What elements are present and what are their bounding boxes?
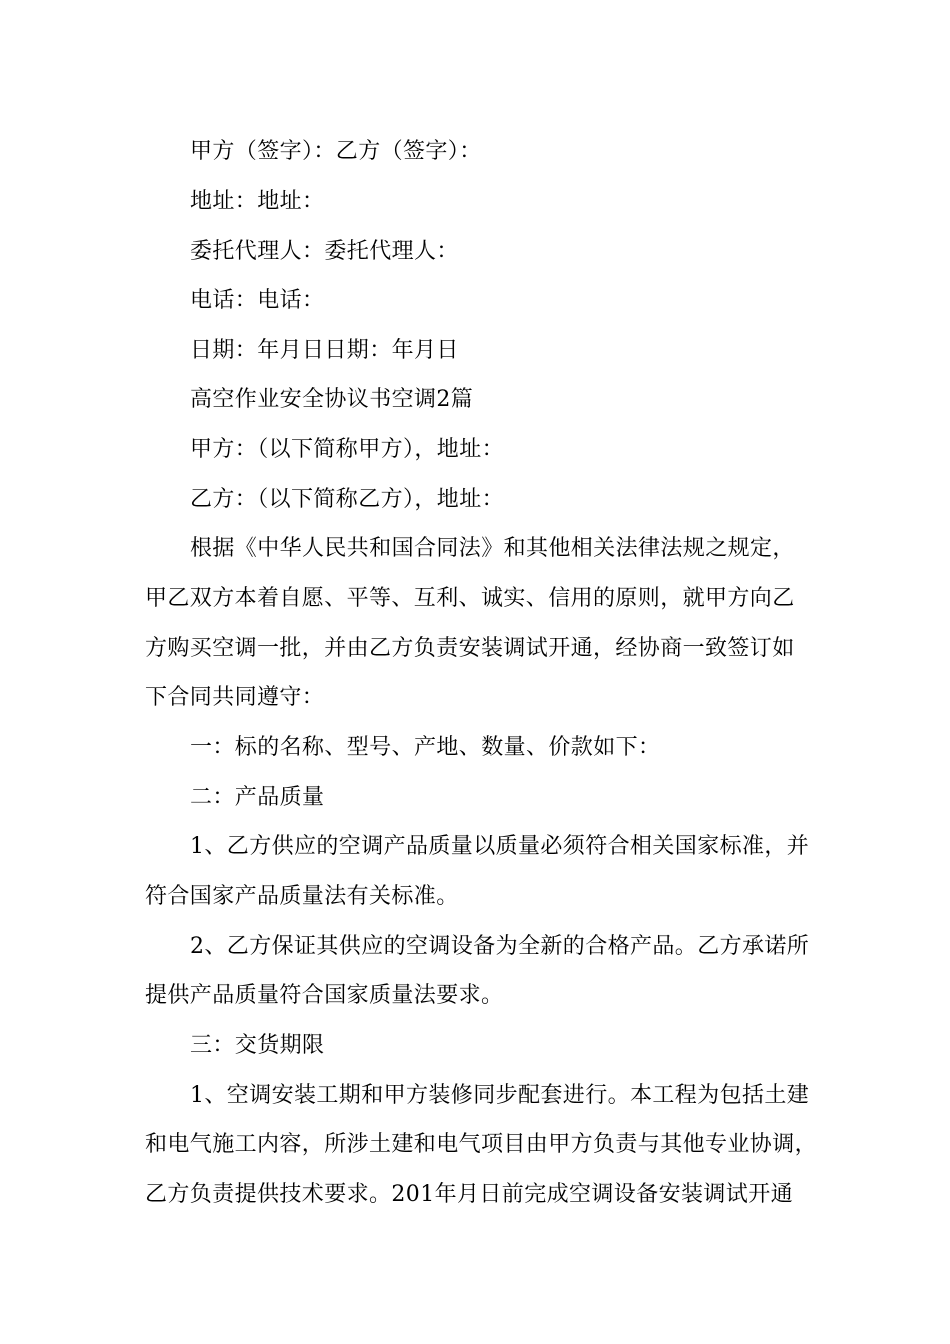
section-heading: 一：标的名称、型号、产地、数量、价款如下： (190, 735, 661, 760)
section-heading: 二：产品质量 (190, 785, 325, 810)
address-line: 地址：地址： (190, 189, 325, 214)
section-heading: 三：交货期限 (190, 1033, 325, 1058)
signature-line: 甲方（签字）：乙方（签字）： (190, 139, 482, 164)
document-title: 高空作业安全协议书空调2篇 (190, 387, 474, 412)
clause-line: 乙方负责提供技术要求。201年月日前完成空调设备安装调试开通 (145, 1182, 793, 1207)
date-line: 日期：年月日日期：年月日 (190, 338, 459, 363)
body-paragraph-line: 甲乙双方本着自愿、平等、互利、诚实、信用的原则，就甲方向乙 (145, 586, 795, 611)
clause-line: 1、空调安装工期和甲方装修同步配套进行。本工程为包括土建 (190, 1083, 810, 1108)
clause-line: 1、乙方供应的空调产品质量以质量必须符合相关国家标准，并 (190, 834, 810, 859)
clause-line: 和电气施工内容，所涉土建和电气项目由甲方负责与其他专业协调， (145, 1132, 818, 1157)
body-paragraph-line: 方购买空调一批，并由乙方负责安装调试开通，经协商一致签订如 (145, 636, 795, 661)
clause-line: 2、乙方保证其供应的空调设备为全新的合格产品。乙方承诺所 (190, 934, 810, 959)
clause-line: 提供产品质量符合国家质量法要求。 (145, 983, 504, 1008)
phone-line: 电话：电话： (190, 288, 325, 313)
clause-line: 符合国家产品质量法有关标准。 (145, 884, 459, 909)
body-paragraph-line: 下合同共同遵守： (145, 685, 325, 710)
body-paragraph-line: 根据《中华人民共和国合同法》和其他相关法律法规之规定， (190, 536, 795, 561)
party-b-line: 乙方：（以下简称乙方），地址： (190, 487, 505, 512)
agent-line: 委托代理人：委托代理人： (190, 239, 459, 264)
party-a-line: 甲方：（以下简称甲方），地址： (190, 437, 505, 462)
